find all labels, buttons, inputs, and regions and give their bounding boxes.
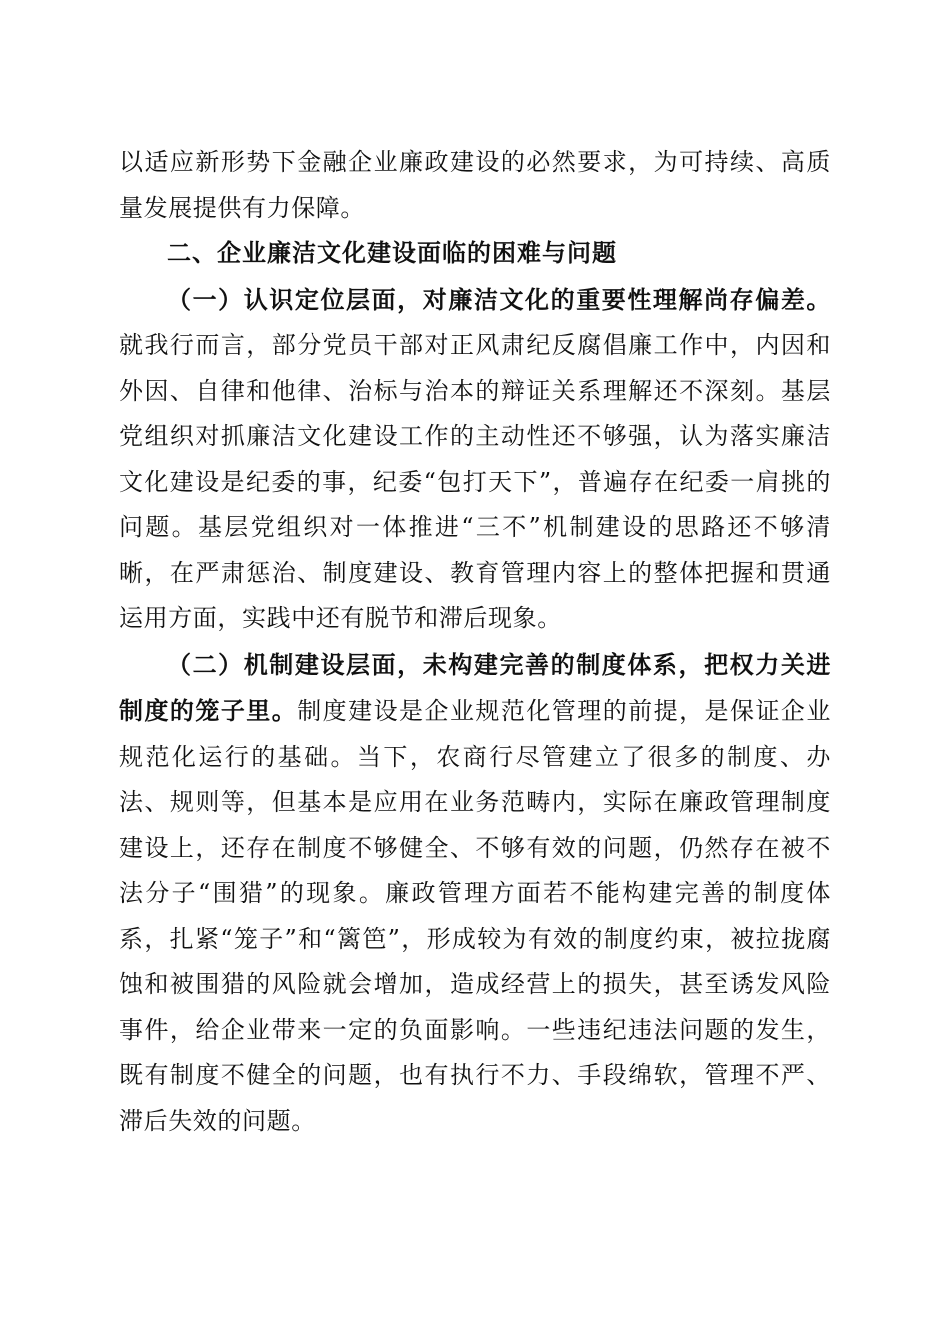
subsection-2-body: 制度建设是企业规范化管理的前提，是保证企业规范化运行的基础。当下，农商行尽管建立了很多的制度、办法、规则等，但基本是应用在业务范畴内，实际在廉政管理制度建设上，还存在制度不够健全、不够有效的问题，仍然存在被不法分子“围猎”的现象。廉政管理方面若不能构建完善的制度体系，扎紧“笼子”和“篱笆”，形成较为有效的制度约束，被拉拢腐蚀和被围猎的风险就会增加，造成经营上的损失，甚至诱发风险事件，给企业带来一定的负面影响。一些违纪违法问题的发生，既有制度不健全的问题，也有执行不力、手段绵软，管理不严、滞后失效的问题。	[119, 697, 831, 1135]
subsection-2-title: （二）机制建设层面，未构建完善的制度体系，把权力关进制度的笼子里。	[119, 649, 831, 725]
subsection-1-body: 就我行而言，部分党员干部对正风肃纪反腐倡廉工作中，内因和外因、自律和他律、治标与治本的辩证关系理解还不深刻。基层党组织对抓廉洁文化建设工作的主动性还不够强，认为落实廉洁文化建设是纪委的事，纪委“包打天下”，普遍存在纪委一肩挑的问题。基层党组织对一体推进“三不”机制建设的思路还不够清晰，在严肃惩治、制度建设、教育管理内容上的整体把握和贯通运用方面，实践中还有脱节和滞后现象。	[119, 331, 831, 632]
subsection-2	[119, 642, 831, 1145]
subsection-1-title: （一）认识定位层面，对廉洁文化的重要性理解尚存偏差。	[167, 284, 831, 314]
section-heading: 二、企业廉洁文化建设面临的困难与问题	[167, 239, 617, 267]
subsection-1	[119, 277, 831, 642]
paragraph-continuation: 以适应新形势下金融企业廉政建设的必然要求，为可持续、高质量发展提供有力保障。	[119, 148, 831, 222]
document-body	[119, 140, 831, 1144]
